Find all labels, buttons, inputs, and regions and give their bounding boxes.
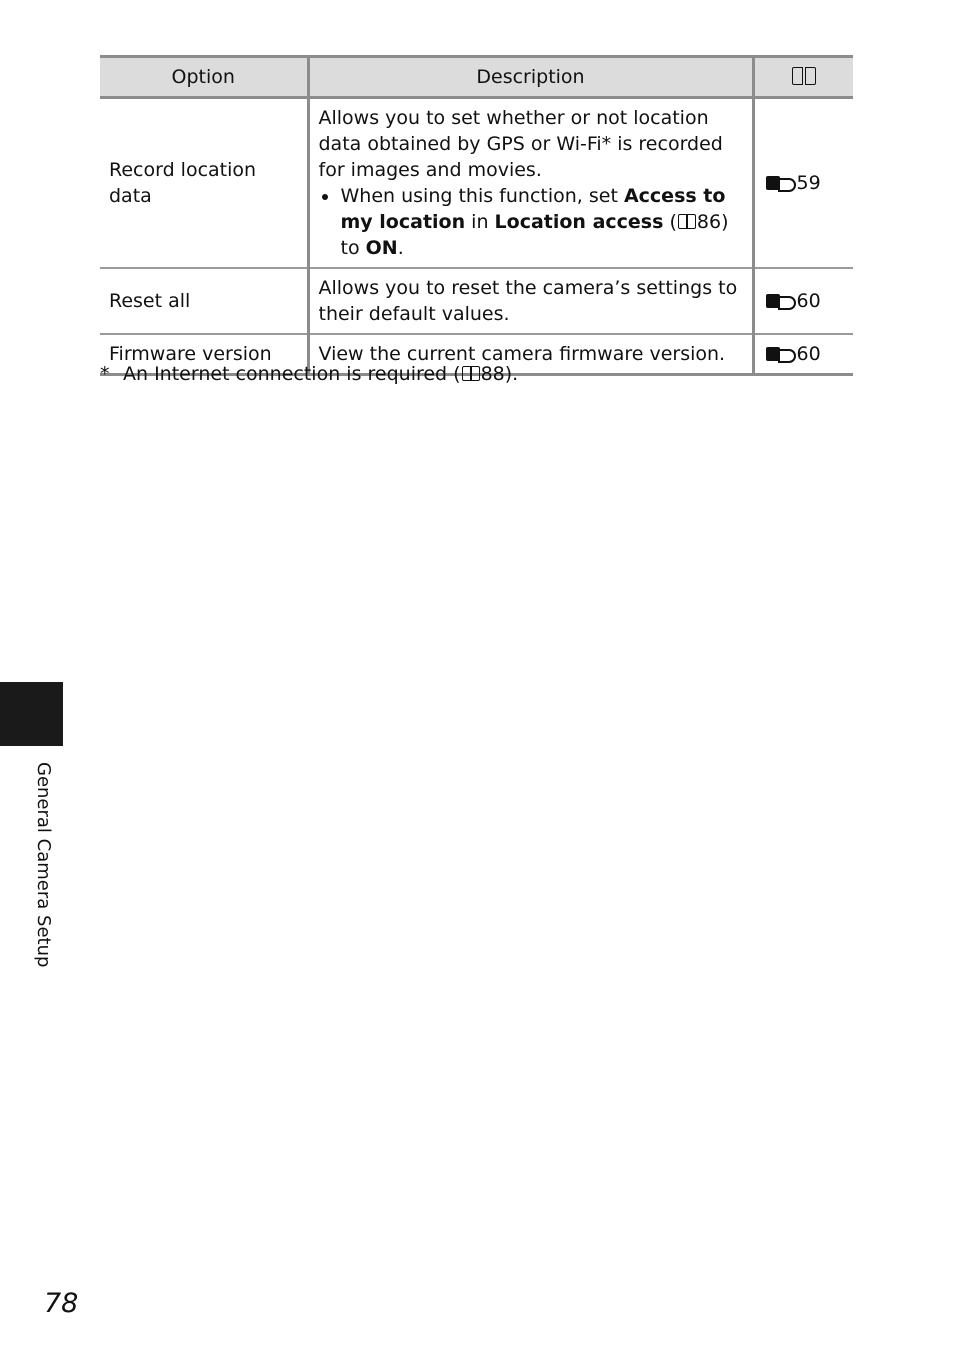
option-cell: Reset all (100, 268, 308, 334)
menu-name: Location access (494, 211, 664, 233)
option-cell: Firmware version (100, 334, 308, 375)
book-icon (678, 214, 696, 230)
bullet-item: When using this function, set Access to my location in Location access ( 86) to ON. (319, 183, 743, 261)
value-name: ON (365, 237, 398, 259)
reference-section-icon (766, 294, 796, 308)
setting-name: Access to my location (340, 185, 726, 233)
settings-table (100, 55, 853, 376)
page-number: 78 (44, 1288, 79, 1319)
book-icon (462, 366, 480, 382)
page-ref: 86 (696, 211, 722, 233)
table-header-row (100, 57, 853, 98)
reference-cell: 60 (753, 268, 853, 334)
option-cell: Record location data (100, 98, 308, 269)
section-label: General Camera Setup (33, 762, 54, 968)
description-cell: Allows you to reset the camera’s settings to their default values. (308, 268, 753, 334)
reference-section-icon (766, 347, 796, 361)
reference-cell: 60 (753, 334, 853, 375)
reference-cell: 59 (753, 98, 853, 269)
reference-section-icon (766, 176, 796, 190)
table-row (100, 268, 853, 334)
description-text: Allows you to set whether or not location data obtained by GPS or Wi-Fi* is recorded for images and movies. (318, 107, 723, 181)
book-icon (792, 67, 816, 87)
description-cell: View the current camera firmware version. (308, 334, 753, 375)
footnote: * An Internet connection is required ( 88). (100, 363, 519, 385)
description-cell (308, 98, 753, 269)
table-row (100, 98, 853, 269)
footnote-mark: * (100, 363, 110, 385)
header-option: Option (100, 57, 308, 98)
section-tab (0, 682, 63, 746)
page-ref: 88 (480, 363, 505, 385)
description-bullets (319, 183, 743, 261)
header-reference (753, 57, 853, 98)
header-description: Description (308, 57, 753, 98)
